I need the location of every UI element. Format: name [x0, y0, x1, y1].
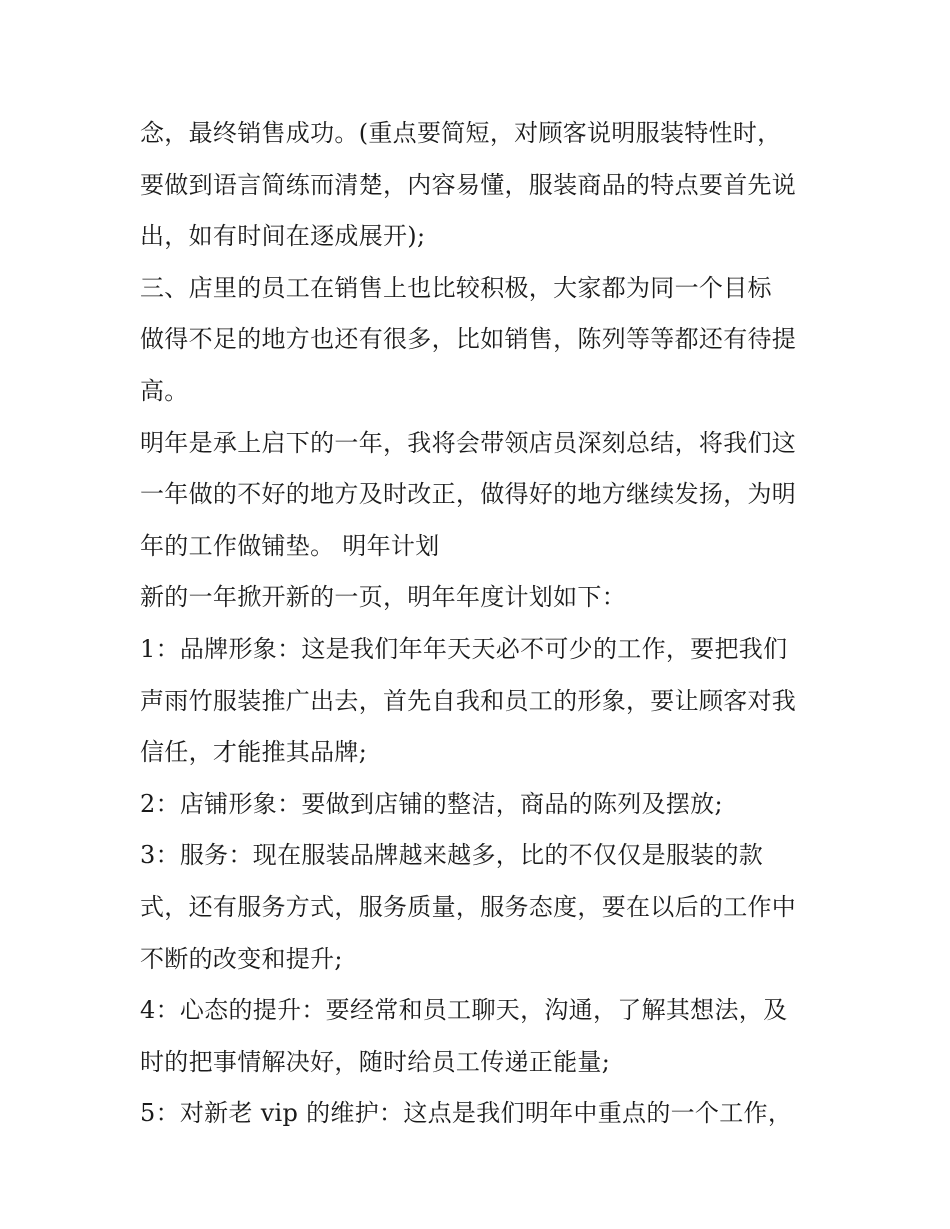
text-line: 年的工作做铺垫。 明年计划	[140, 531, 440, 560]
text-line: 3：服务：现在服装品牌越来越多，比的不仅仅是服装的款	[140, 841, 764, 870]
text-line: 新的一年掀开新的一页，明年年度计划如下：	[140, 583, 626, 612]
text-line: 三、店里的员工在销售上也比较积极，大家都为同一个目标	[140, 273, 772, 302]
text-line: 时的把事情解决好，随时给员工传递正能量;	[140, 1047, 611, 1076]
text-line: 要做到语言简练而清楚，内容易懂，服装商品的特点要首先说	[140, 170, 797, 199]
text-line: 出，如有时间在逐成展开);	[140, 222, 426, 251]
text-line: 4：心态的提升：要经常和员工聊天，沟通，了解其想法，及	[140, 996, 788, 1025]
text-line: 念，最终销售成功。(重点要简短，对顾客说明服装特性时，	[140, 119, 782, 147]
text-line: 声雨竹服装推广出去，首先自我和员工的形象，要让顾客对我	[140, 686, 797, 715]
text-line: 信任，才能推其品牌;	[140, 738, 368, 767]
text-line: 5：对新老 vip 的维护：这点是我们明年中重点的一个工作，	[140, 1099, 793, 1128]
text-line: 明年是承上启下的一年，我将会带领店员深刻总结，将我们这	[140, 428, 797, 457]
text-line: 1：品牌形象：这是我们年年天天必不可少的工作，要把我们	[140, 634, 788, 663]
text-line: 高。	[140, 376, 189, 405]
text-line: 做得不足的地方也还有很多，比如销售，陈列等等都还有待提	[140, 325, 797, 354]
document-body	[140, 108, 830, 1140]
text-line: 式，还有服务方式，服务质量，服务态度，要在以后的工作中	[140, 892, 797, 921]
text-line: 不断的改变和提升;	[140, 944, 343, 973]
text-line: 一年做的不好的地方及时改正，做得好的地方继续发扬，为明	[140, 480, 797, 509]
text-line: 2：店铺形象：要做到店铺的整洁，商品的陈列及摆放;	[140, 789, 723, 818]
